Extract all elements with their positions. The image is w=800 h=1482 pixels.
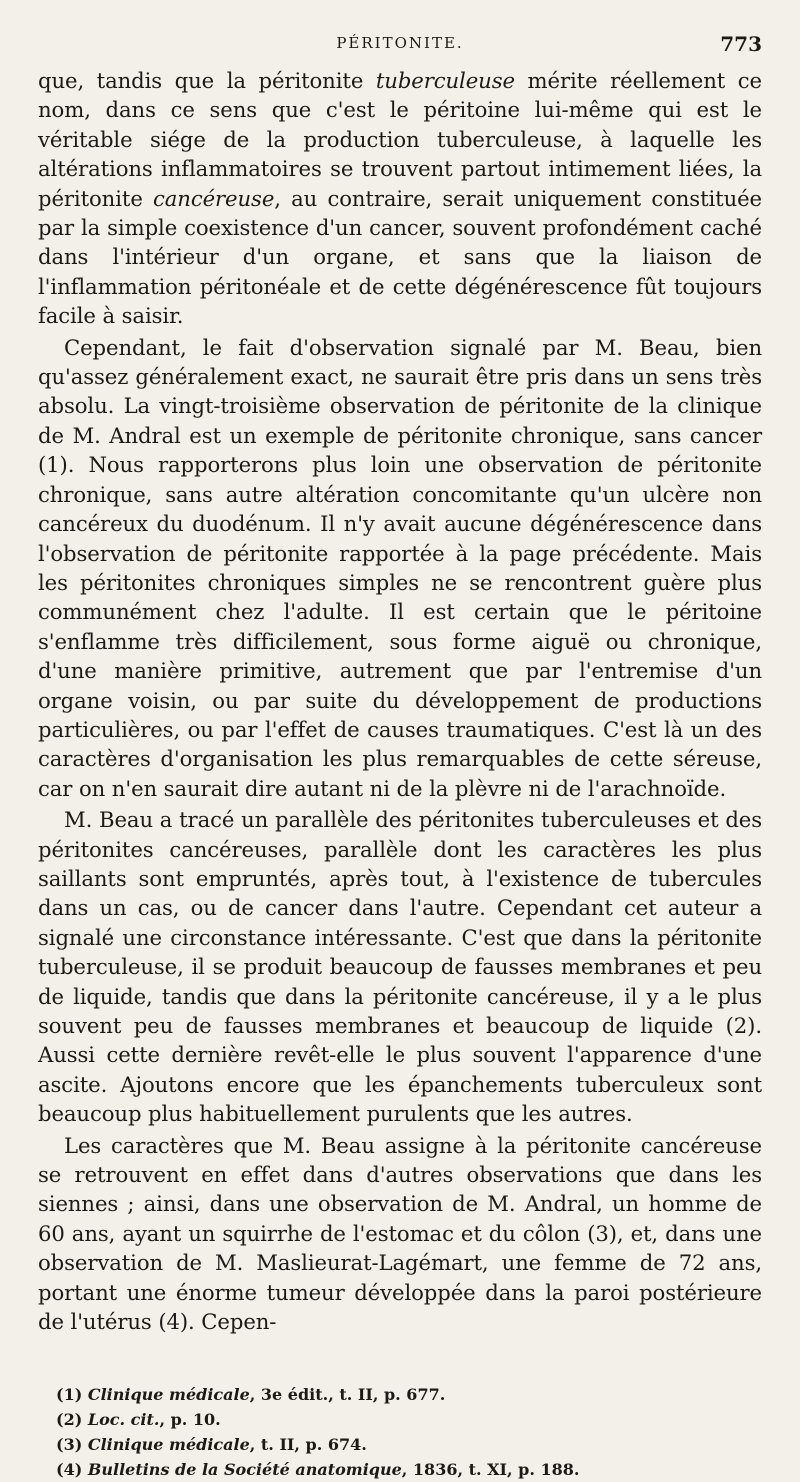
footnote-number: (4) bbox=[56, 1460, 88, 1480]
footnote-reference: , p. 10. bbox=[159, 1410, 221, 1430]
paragraph bbox=[38, 805, 762, 1128]
body-text bbox=[38, 66, 762, 1336]
text-run: que, tandis que la péritonite bbox=[38, 68, 376, 93]
footnote-reference: , t. II, p. 674. bbox=[249, 1435, 367, 1455]
footnote-number: (2) bbox=[56, 1410, 88, 1430]
footnote bbox=[38, 1382, 762, 1407]
text-run: , au contraire, serait uniquement constituée par la simple coexistence d'un cancer, souvent profondément caché dans l'intérieur d'un organe, et sans que la liaison de l'inflammation péritonéale et de cette dégénérescence fût toujours facile à saisir. bbox=[38, 185, 762, 329]
italic-term: cancéreuse bbox=[152, 185, 275, 211]
footnote-title: Bulletins de la Société anatomique bbox=[87, 1460, 402, 1480]
footnotes bbox=[38, 1382, 762, 1482]
footnote bbox=[38, 1432, 762, 1457]
text-run: Les caractères que M. Beau assigne à la péritonite cancéreuse se retrouvent en effet dans d'autres observations que dans les siennes ; ainsi, dans une observation de M. Andral, un homme de 60 ans, ayant un squirrhe de l'estomac et du côlon (3), et, dans une observation de M. Maslieurat-Lagémart, une femme de 72 ans, portant une énorme tumeur développée dans la paroi postérieure de l'utérus (4). Cepen- bbox=[38, 1132, 762, 1335]
footnote-reference: , 1836, t. XI, p. 188. bbox=[401, 1460, 580, 1480]
footnote-number: (3) bbox=[56, 1435, 88, 1455]
footnote-title: Loc. cit. bbox=[87, 1410, 160, 1430]
footnote-number: (1) bbox=[56, 1385, 88, 1405]
page-number: 773 bbox=[720, 32, 762, 56]
footnote-title: Clinique médicale bbox=[87, 1385, 250, 1405]
page-header bbox=[38, 30, 762, 62]
footnote bbox=[38, 1457, 762, 1482]
text-run: M. Beau a tracé un parallèle des péritonites tuberculeuses et des péritonites cancéreuses, parallèle dont les caractères les plus saillants sont empruntés, après tout, à l'existence de tubercules dans un cas, ou de cancer dans l'autre. Cependant cet auteur a signalé une circonstance intéressante. C'est que dans la péritonite tuberculeuse, il se produit beaucoup de fausses membranes et peu de liquide, tandis que dans la péritonite cancéreuse, il y a le plus souvent peu de fausses membranes et beaucoup de liquide (2). Aussi cette dernière revêt-elle le plus souvent l'apparence d'une ascite. Ajoutons encore que les épanchements tuberculeux sont beaucoup plus habituellement purulents que les autres. bbox=[38, 807, 762, 1127]
text-run: mérite réellement ce nom, dans ce sens que c'est le péritoine lui-même qui est le véritable siége de la production tuberculeuse, à laquelle les altérations inflammatoires se trouvent partout intimement liées, la péritonite bbox=[38, 68, 762, 211]
footnote-reference: , 3e édit., t. II, p. 677. bbox=[249, 1385, 446, 1405]
running-head: PÉRITONITE. bbox=[336, 34, 464, 52]
paragraph bbox=[38, 1131, 762, 1337]
text-run: Cependant, le fait d'observation signalé par M. Beau, bien qu'assez généralement exact, ne saurait être pris dans un sens très absolu. La vingt-troisième observation de péritonite de la clinique de M. Andral est un exemple de péritonite chronique, sans cancer (1). Nous rapporterons plus loin une observation de péritonite chronique, sans autre altération concomitante qu'un ulcère non cancéreux du duodénum. Il n'y avait aucune dégénérescence dans l'observation de péritonite rapportée à la page précédente. Mais les péritonites chroniques simples ne se rencontrent guère plus communément chez l'adulte. Il est certain que le péritoine s'enflamme très difficilement, sous forme aiguë ou chronique, d'une manière primitive, autrement que par l'entremise d'un organe voisin, ou par suite du développement de productions particulières, ou par l'effet de causes traumatiques. C'est là un des caractères d'organisation les plus remarquables de cette séreuse, car on n'en saurait dire autant ni de la plèvre ni de l'arachnoïde. bbox=[38, 334, 762, 801]
italic-term: tuberculeuse bbox=[375, 68, 515, 93]
footnote bbox=[38, 1407, 762, 1432]
paragraph bbox=[38, 333, 762, 804]
footnote-title: Clinique médicale bbox=[87, 1435, 250, 1455]
paragraph bbox=[38, 66, 762, 331]
